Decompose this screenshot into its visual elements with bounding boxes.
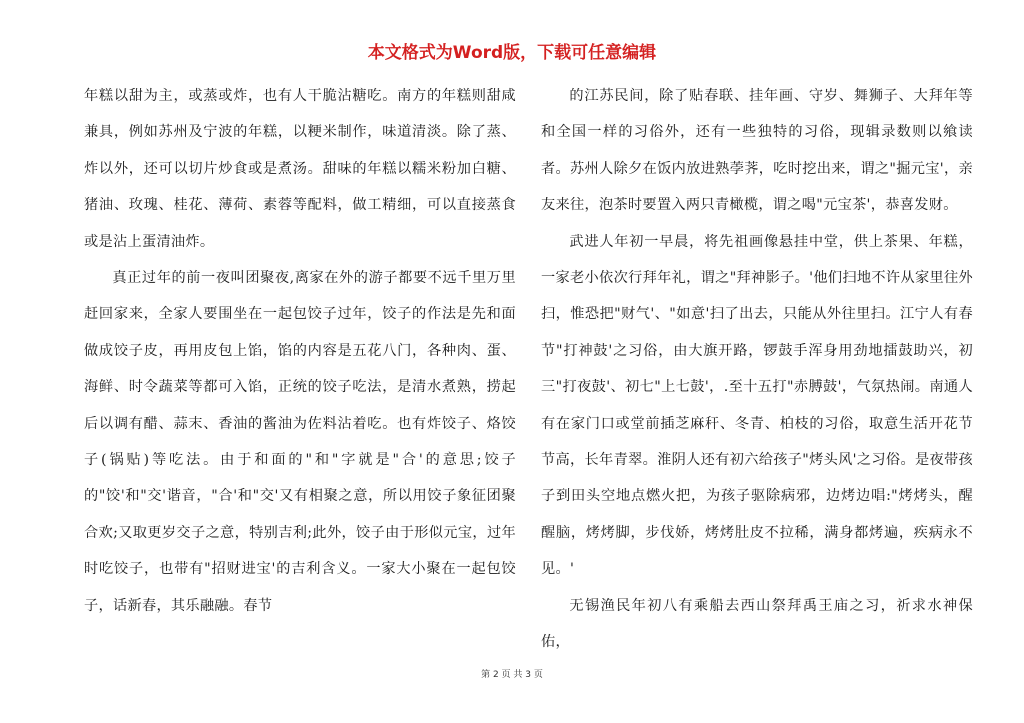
page-number: 第 2 页 共 3 页 bbox=[481, 670, 543, 680]
paragraph: 武进人年初一早晨，将先祖画像悬挂中堂，供上茶果、年糕，一家老小依次行拜年礼，谓之"拜神影子。'他们扫地不许从家里往外扫，惟恐把"财气'、"如意'扫了出去，只能从外往里扫。江宁人有春节"打神鼓'之习俗，由大旗开路，锣鼓手浑身用劲地擂鼓助兴，初三"打夜鼓'、初七"上七鼓'，.至十五打"赤膊鼓'，气氛热闹。南通人有在家门口或堂前插芝麻秆、冬青、柏枝的习俗，取意生活开花节节高，长年青翠。淮阴人还有初六给孩子"烤头风'之习俗。是夜带孩子到田头空地点燃火把，为孩子驱除病邪，边烤边唱:"烤烤头，醒醒脑，烤烤脚，步伐娇，烤烤肚皮不拉稀，满身都烤遍，疾病永不见。' bbox=[541, 233, 973, 578]
download-banner: 本文格式为Word版，下载可任意编辑 bbox=[367, 43, 657, 63]
left-column bbox=[84, 78, 516, 624]
right-column bbox=[541, 78, 973, 661]
paragraph: 的江苏民间，除了贴春联、挂年画、守岁、舞狮子、大拜年等和全国一样的习俗外，还有一些独特的习俗，现辑录数则以飨读者。苏州人除夕在饭内放进熟荸荠，吃时挖出来，谓之"掘元宝'，亲友来往，泡茶时要置入两只青橄榄，谓之喝"元宝茶'，恭喜发财。 bbox=[541, 88, 973, 214]
paragraph: 年糕以甜为主，或蒸或炸，也有人干脆沾糖吃。南方的年糕则甜咸兼具，例如苏州及宁波的年糕，以粳米制作，味道清淡。除了蒸、炸以外，还可以切片炒食或是煮汤。甜味的年糕以糯米粉加白糖、猪油、玫瑰、桂花、薄荷、素蓉等配料，做工精细，可以直接蒸食或是沾上蛋清油炸。 bbox=[84, 88, 516, 250]
paragraph: 无锡渔民年初八有乘船去西山祭拜禹王庙之习，祈求水神保佑， bbox=[541, 597, 973, 651]
paragraph: 真正过年的前一夜叫团聚夜,离家在外的游子都要不远千里万里赶回家来，全家人要围坐在一起包饺子过年，饺子的作法是先和面做成饺子皮，再用皮包上馅，馅的内容是五花八门，各种肉、蛋、海鲜、时令蔬菜等都可入馅，正统的饺子吃法，是清水煮熟，捞起后以调有醋、蒜末、香油的酱油为佐料沾着吃。也有炸饺子、烙饺子(锅贴)等吃法。由于和面的"和"字就是"合'的意思;饺子的"饺'和"交'谐音，"合'和"交'又有相聚之意，所以用饺子象征团聚合欢;又取更岁交子之意，特别吉利;此外，饺子由于形似元宝，过年时吃饺子，也带有"招财进宝'的吉利含义。一家大小聚在一起包饺子，话新春，其乐融融。春节 bbox=[84, 270, 516, 614]
